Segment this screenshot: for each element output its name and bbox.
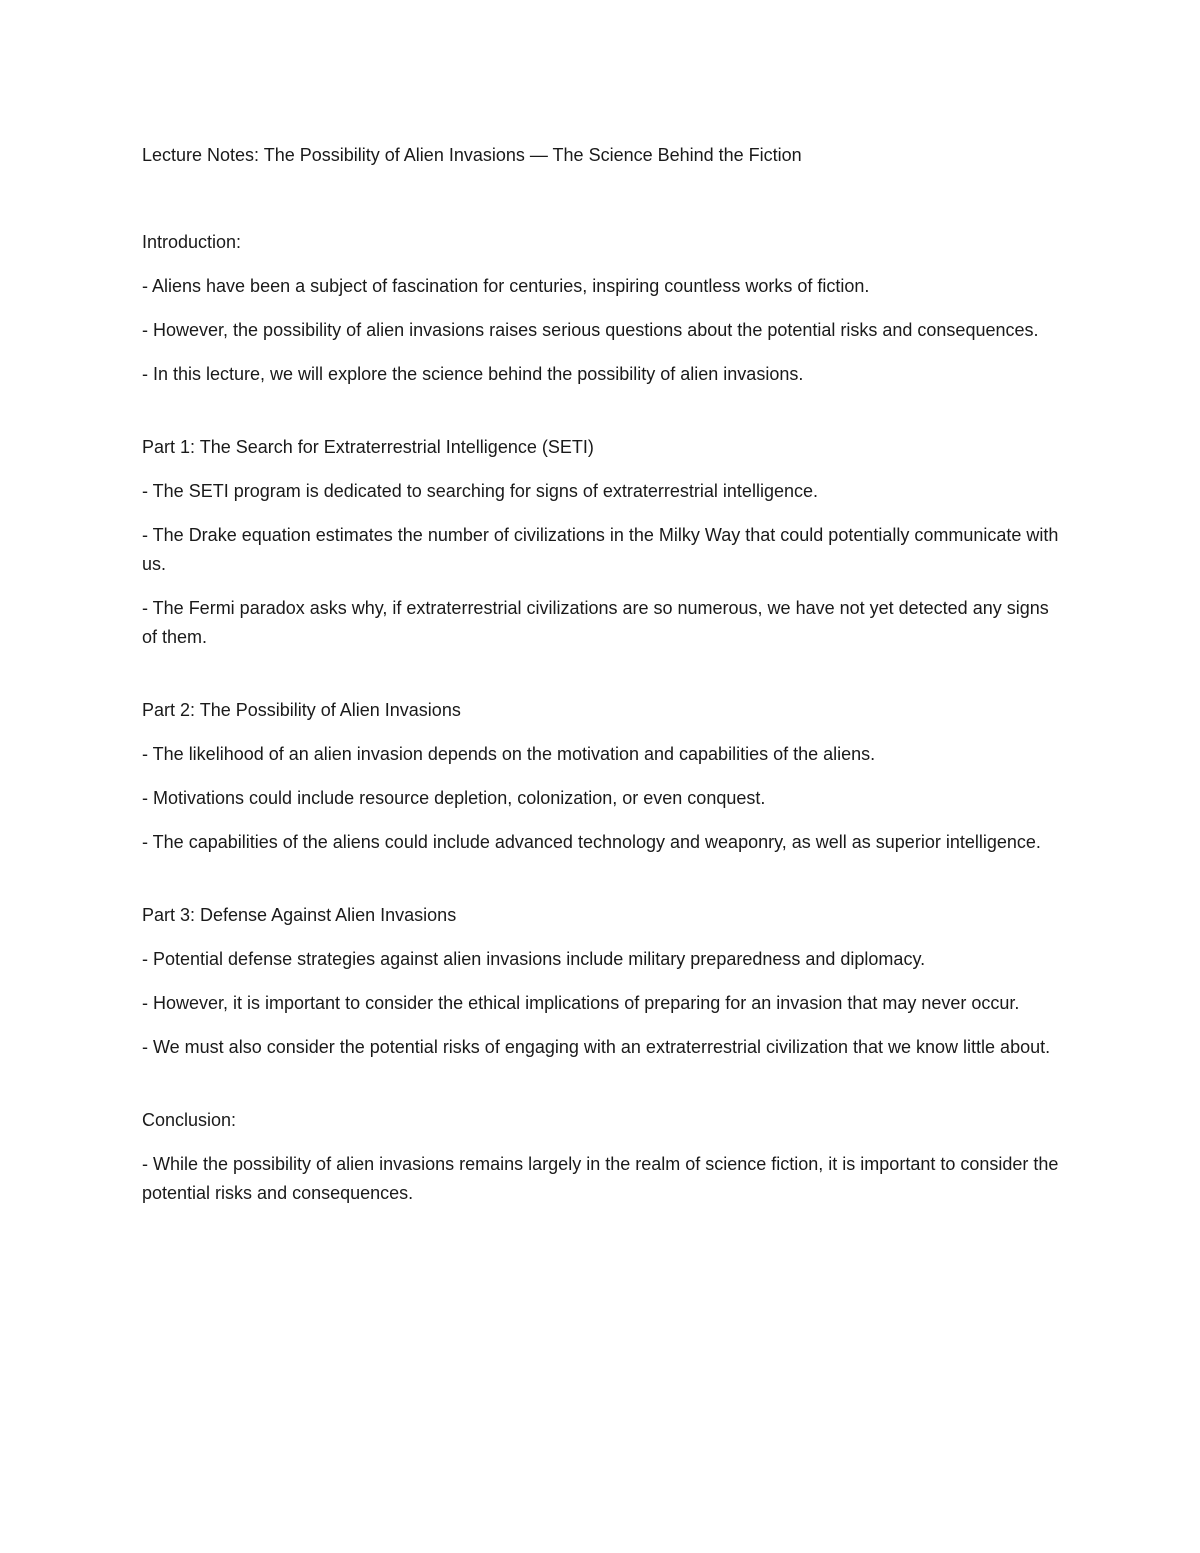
- section-heading: Part 3: Defense Against Alien Invasions: [142, 905, 457, 925]
- section-part-1: [142, 433, 1062, 652]
- bullet-item: - The SETI program is dedicated to searching for signs of extraterrestrial intelligence.: [142, 481, 818, 501]
- bullet-item: - Potential defense strategies against alien invasions include military preparedness and diplomacy.: [142, 949, 926, 969]
- bullet-item: - The likelihood of an alien invasion depends on the motivation and capabilities of the aliens.: [142, 744, 876, 764]
- bullet-item: - Motivations could include resource depletion, colonization, or even conquest.: [142, 788, 766, 808]
- section-part-2: [142, 696, 1062, 857]
- bullet-item: - We must also consider the potential risks of engaging with an extraterrestrial civilization that we know little about.: [142, 1037, 1051, 1057]
- section-heading: Part 1: The Search for Extraterrestrial Intelligence (SETI): [142, 437, 594, 457]
- section-introduction: [142, 228, 1062, 389]
- bullet-item: - While the possibility of alien invasions remains largely in the realm of science fiction, it is important to consider the potential risks and consequences.: [142, 1154, 1059, 1203]
- bullet-item: - The capabilities of the aliens could include advanced technology and weaponry, as well as superior intelligence.: [142, 832, 1041, 852]
- bullet-item: - Aliens have been a subject of fascination for centuries, inspiring countless works of fiction.: [142, 276, 870, 296]
- bullet-item: - However, the possibility of alien invasions raises serious questions about the potential risks and consequences.: [142, 320, 1039, 340]
- bullet-item: - However, it is important to consider the ethical implications of preparing for an invasion that may never occur.: [142, 993, 1020, 1013]
- section-heading: Part 2: The Possibility of Alien Invasions: [142, 700, 461, 720]
- document-title: Lecture Notes: The Possibility of Alien Invasions — The Science Behind the Fiction: [142, 145, 802, 165]
- section-conclusion: [142, 1106, 1062, 1208]
- bullet-item: - The Fermi paradox asks why, if extraterrestrial civilizations are so numerous, we have not yet detected any signs of them.: [142, 598, 1049, 647]
- section-heading: Introduction:: [142, 232, 242, 252]
- section-part-3: [142, 901, 1062, 1062]
- bullet-item: - In this lecture, we will explore the science behind the possibility of alien invasions.: [142, 364, 804, 384]
- bullet-item: - The Drake equation estimates the number of civilizations in the Milky Way that could potentially communicate with us.: [142, 525, 1059, 574]
- section-heading: Conclusion:: [142, 1110, 237, 1130]
- document-body: [142, 141, 1062, 1208]
